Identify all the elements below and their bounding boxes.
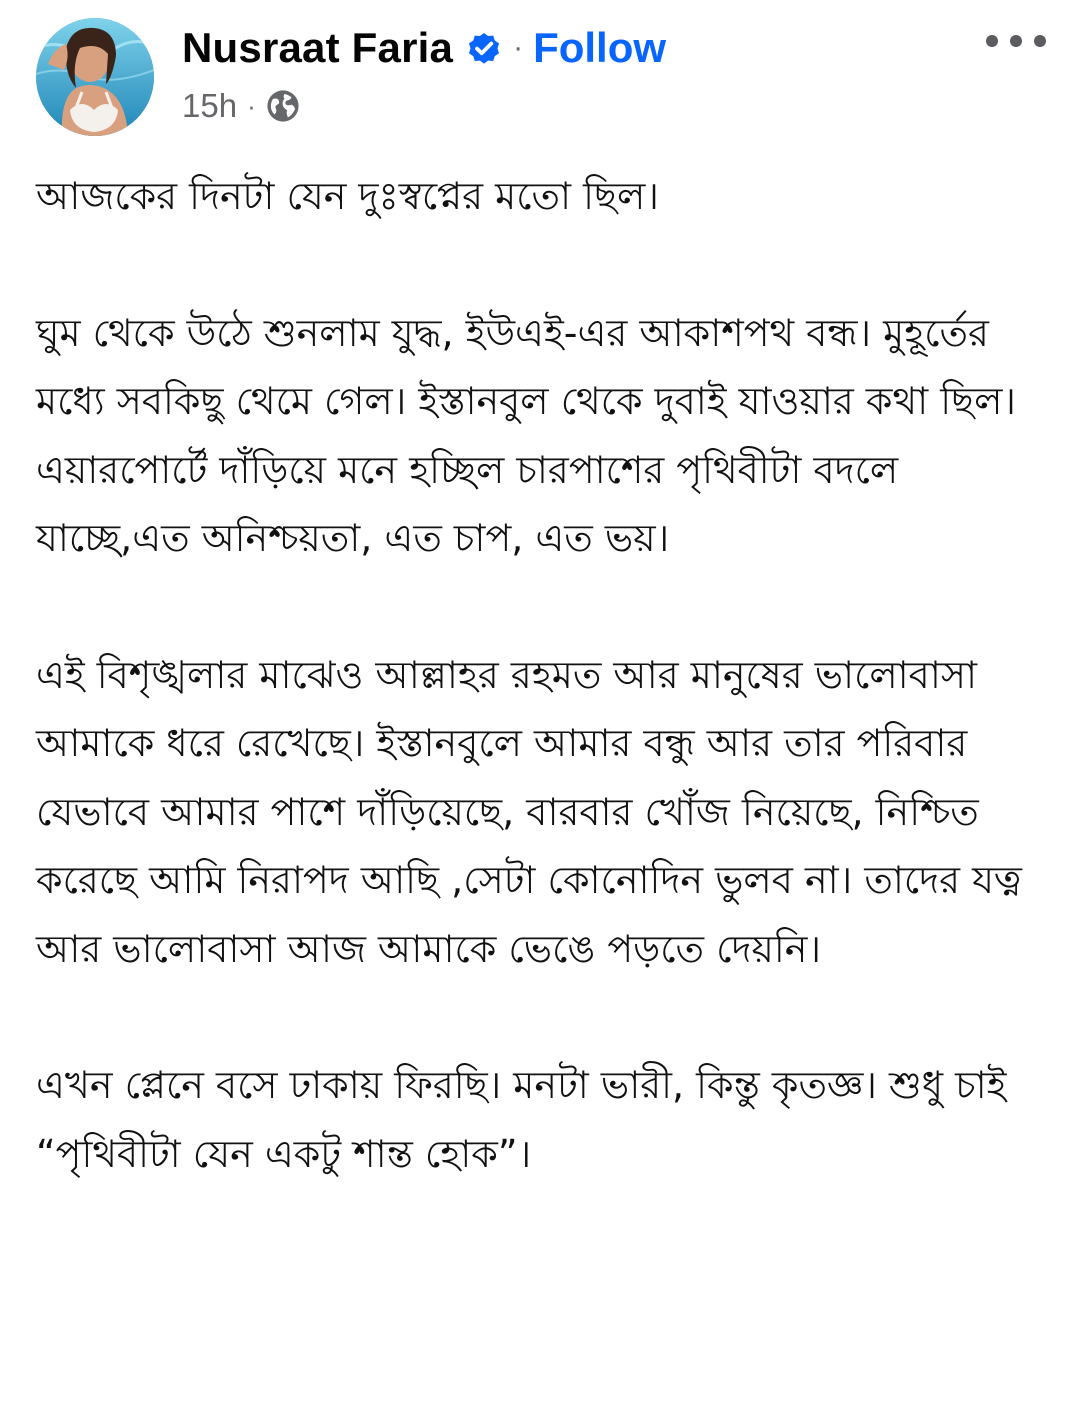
- follow-button[interactable]: Follow: [533, 24, 667, 71]
- post-paragraph: এখন প্লেনে বসে ঢাকায় ফিরছি। মনটা ভারী, কিন্তু কৃতজ্ঞ। শুধু চাই “পৃথিবীটা যেন একটু শান্ত হোক”।: [36, 1063, 1007, 1176]
- post-text: [36, 162, 1050, 1188]
- author-name[interactable]: Nusraat Faria: [182, 24, 454, 71]
- post-paragraph: ঘুম থেকে উঠে শুনলাম যুদ্ধ, ইউএই-এর আকাশপথ বন্ধ। মুহূর্তের মধ্যে সবকিছু থেমে গেল। ইস্তানবুল থেকে দুবাই যাওয়ার কথা ছিল। এয়ারপোর্টে দাঁড়িয়ে মনে হচ্ছিল চারপাশের পৃথিবীটা বদলে যাচ্ছে,এত অনিশ্চয়তা, এত চাপ, এত ভয়।: [36, 310, 1016, 560]
- name-follow-separator: ·: [513, 31, 524, 64]
- meta-separator: ·: [247, 90, 256, 121]
- post-paragraph: আজকের দিনটা যেন দুঃস্বপ্নের মতো ছিল।: [36, 174, 659, 218]
- post-timestamp[interactable]: 15h: [182, 87, 238, 124]
- author-row: [182, 20, 666, 76]
- more-dot-icon: [1034, 35, 1046, 47]
- post-header: [36, 18, 1046, 138]
- more-options-button[interactable]: [986, 24, 1046, 58]
- author-avatar[interactable]: [36, 18, 154, 136]
- more-dot-icon: [1010, 35, 1022, 47]
- post-meta: [182, 84, 300, 128]
- post-paragraph: এই বিশৃঙ্খলার মাঝেও আল্লাহর রহমত আর মানুষের ভালোবাসা আমাকে ধরে রেখেছে। ইস্তানবুলে আমার বন্ধু আর তার পরিবার যেভাবে আমার পাশে দাঁড়িয়েছে, বারবার খোঁজ নিয়েছে, নিশ্চিত করেছে আমি নিরাপদ আছি ,সেটা কোনোদিন ভুলব না। তাদের যত্ন আর ভালোবাসা আজ আমাকে ভেঙে পড়তে দেয়নি।: [36, 652, 1022, 971]
- verified-badge-icon: [465, 29, 503, 67]
- more-dot-icon: [986, 35, 998, 47]
- avatar-photo: [36, 18, 154, 136]
- globe-icon[interactable]: [266, 89, 300, 123]
